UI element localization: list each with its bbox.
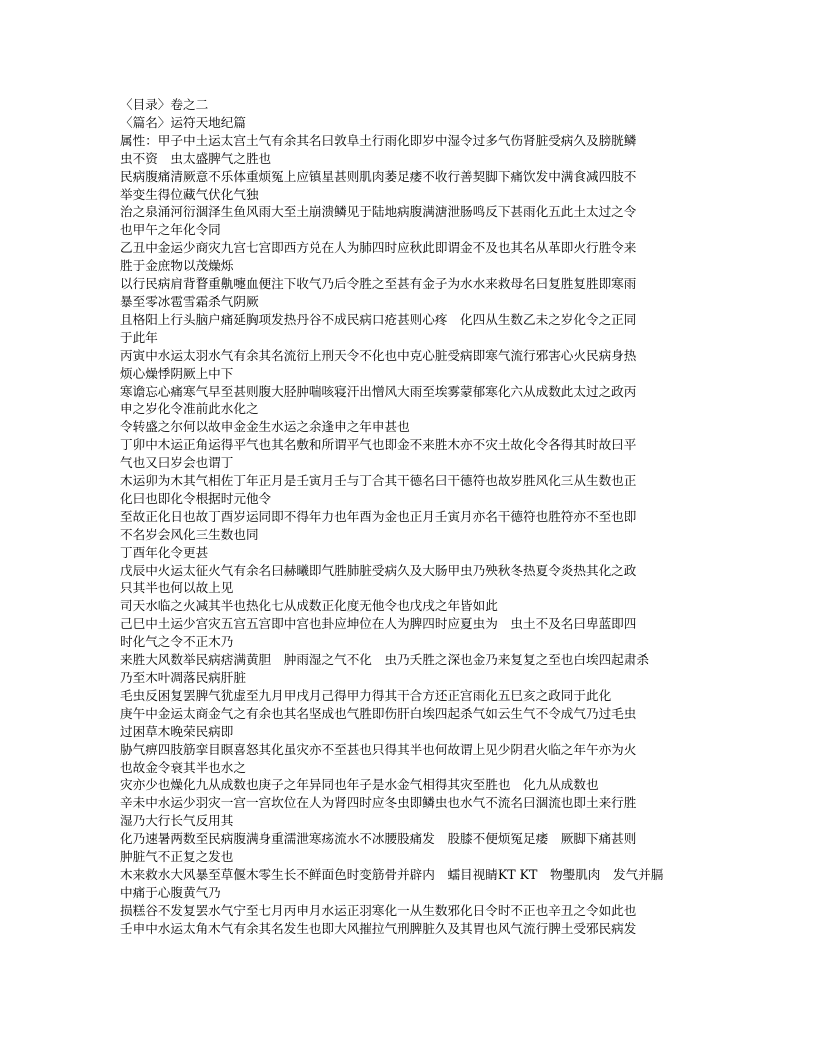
text-line: 寒谵忘心痛寒气早至甚则腹大胫肿喘咳寝汗出憎风大雨至埃雾蒙郁寒化六从成数此太过之政丙 <box>120 383 637 399</box>
text-line: 丁卯中木运正角运得平气也其名敷和所谓平气也即金不来胜木亦不灾土故化令各得其时故曰平 <box>120 437 637 453</box>
text-line: 乃至木叶凋落民病肝脏 <box>120 670 246 685</box>
text-line: 至故正化日也故丁酉岁运同即不得年力也年酉为金也正月壬寅月亦名干德符也胜符亦不至也即 <box>120 508 637 524</box>
text-line: 壬申中水运太角木气有余其名发生也即大风摧拉气刑脾脏久及其胃也风气流行脾土受邪民病发 <box>120 920 637 936</box>
text-line: 民病腹痛清厥意不乐体重烦冤上应镇星甚则肌肉萎足痿不收行善契脚下痛饮发中满食减四肢不 <box>120 168 637 184</box>
text-line: 湿乃大行长气反用其 <box>120 813 234 829</box>
text-line: 虫不资 虫太盛脾气之胜也 <box>120 150 272 166</box>
text-line: 乙丑中金运少商灾九宫七宫即西方兑在人为肺四时应秋此即谓金不及也其名从革即火行胜令来 <box>120 240 637 256</box>
text-line: 庚午中金运太商金气之有余也其名坚成也气胜即伤肝白埃四起杀气如云生气不令成气乃过毛虫 <box>120 705 637 721</box>
text-line: 木来救水大风暴至草偃木零生长不鲜面色时变筋骨并辟内 蠕目视睛KT KT 物璺肌肉 发气并膈 <box>120 866 664 882</box>
text-line: 以行民病肩背瞀重鼽嚏血便注下收气乃后令胜之至甚有金子为水水来救母名曰复胜复胜即寒雨 <box>120 276 637 292</box>
text-line: 〈篇名〉运符天地纪篇 <box>120 114 246 130</box>
text-line: 举变生得位藏气伏化气独 <box>120 186 259 202</box>
text-line: 来胜大风数举民病痞满黄胆 肿雨湿之气不化 虫乃夭胜之深也金乃来复复之至也白埃四起肃杀 <box>120 652 649 668</box>
text-line: 丙寅中水运太羽水气有余其名流衍上刑天令不化也中克心脏受病即寒气流行邪害心火民病身热 <box>120 347 637 363</box>
text-line: 己巳中土运少宫灾五宫五宫即中宫也卦应坤位在人为脾四时应夏虫为 虫土不及名曰卑蓝即四 <box>120 616 637 632</box>
text-line: 肿脏气不正复之发也 <box>120 849 234 865</box>
document-body <box>120 96 702 938</box>
text-line: 灾亦少也燥化九从成数也庚子之年异同也年子是水金气相得其灾至胜也 化九从成数也 <box>120 777 599 793</box>
text-line: 于此年 <box>120 329 158 345</box>
text-line: 损糕谷不发复罢水气宁至七月丙申月水运正羽寒化一从生数邪化日令时不正也辛丑之令如此也 <box>120 902 637 918</box>
text-line: 暴至零冰雹雪霜杀气阴厥 <box>120 293 259 309</box>
text-line: 胁气痹四肢筋挛目瞑喜怒其化虽灾亦不至甚也只得其半也何故谓上见少阴君火临之年午亦为火 <box>120 741 637 757</box>
text-line: 辛未中水运少羽灾一宫一宫坎位在人为肾四时应冬虫即鳞虫也水气不流名曰涸流也即土来行胜 <box>120 795 637 811</box>
text-line: 中痛于心腹黄气乃 <box>120 884 221 900</box>
text-line: 过困草木晚荣民病即 <box>120 723 234 739</box>
text-line: 令转盛之尔何以故申金金生水运之余逢申之年申甚也 <box>120 419 410 435</box>
text-line: 戊辰中火运太征火气有余名曰赫曦即气胜肺脏受病久及大肠甲虫乃殃秋冬热夏令炎热其化之政 <box>120 562 637 578</box>
text-line: 化乃速暑两数至民病腹满身重濡泄寒疡流水不冰腰股痛发 股膝不便烦冤足痿 厥脚下痛甚则 <box>120 831 637 847</box>
text-line: 气也又曰岁会也谓丁 <box>120 455 234 471</box>
text-line: 也甲午之年化令同 <box>120 222 221 238</box>
text-line: 木运卯为木其气相佐丁年正月是壬寅月壬与丁合其干德名曰干德符也故岁胜风化三从生数也正 <box>120 473 637 489</box>
text-line: 〈目录〉卷之二 <box>120 97 209 112</box>
text-line: 属性：甲子中土运太宫土气有余其名曰敦阜土行雨化即岁中湿令过多气伤肾脏受病久及膀胱鳞 <box>120 132 637 148</box>
text-line: 烦心燥悸阴厥上中下 <box>120 365 234 381</box>
text-line: 不名岁会风化三生数也同 <box>120 526 259 542</box>
text-line: 时化气之令不正木乃 <box>120 634 234 650</box>
text-line: 丁酉年化令更甚 <box>120 544 209 560</box>
text-line: 且格阳上行头脑户痛延胸项发热丹谷不成民病口疮甚则心疼 化四从生数乙未之岁化令之正同 <box>120 311 637 327</box>
text-line: 治之泉涌河衍涸泽生鱼风雨大至土崩溃鳞见于陆地病腹满溏泄肠鸣反下甚雨化五此土太过之令 <box>120 204 637 220</box>
text-line: 胜于金庶物以茂燥烁 <box>120 258 234 274</box>
text-line: 也故金令衰其半也水之 <box>120 759 246 775</box>
text-line: 司天水临之火减其半也热化七从成数正化度无他令也戊戌之年皆如此 <box>120 598 498 614</box>
text-line: 申之岁化令准前此水化之 <box>120 401 259 417</box>
text-line: 只其半也何以故上见 <box>120 580 234 596</box>
text-line: 毛虫反困复罢脾气犹虚至九月甲戌月己得甲力得其干合方还正宫雨化五巳亥之政同于此化 <box>120 687 612 703</box>
text-line: 化曰也即化令根据时元他令 <box>120 490 272 506</box>
